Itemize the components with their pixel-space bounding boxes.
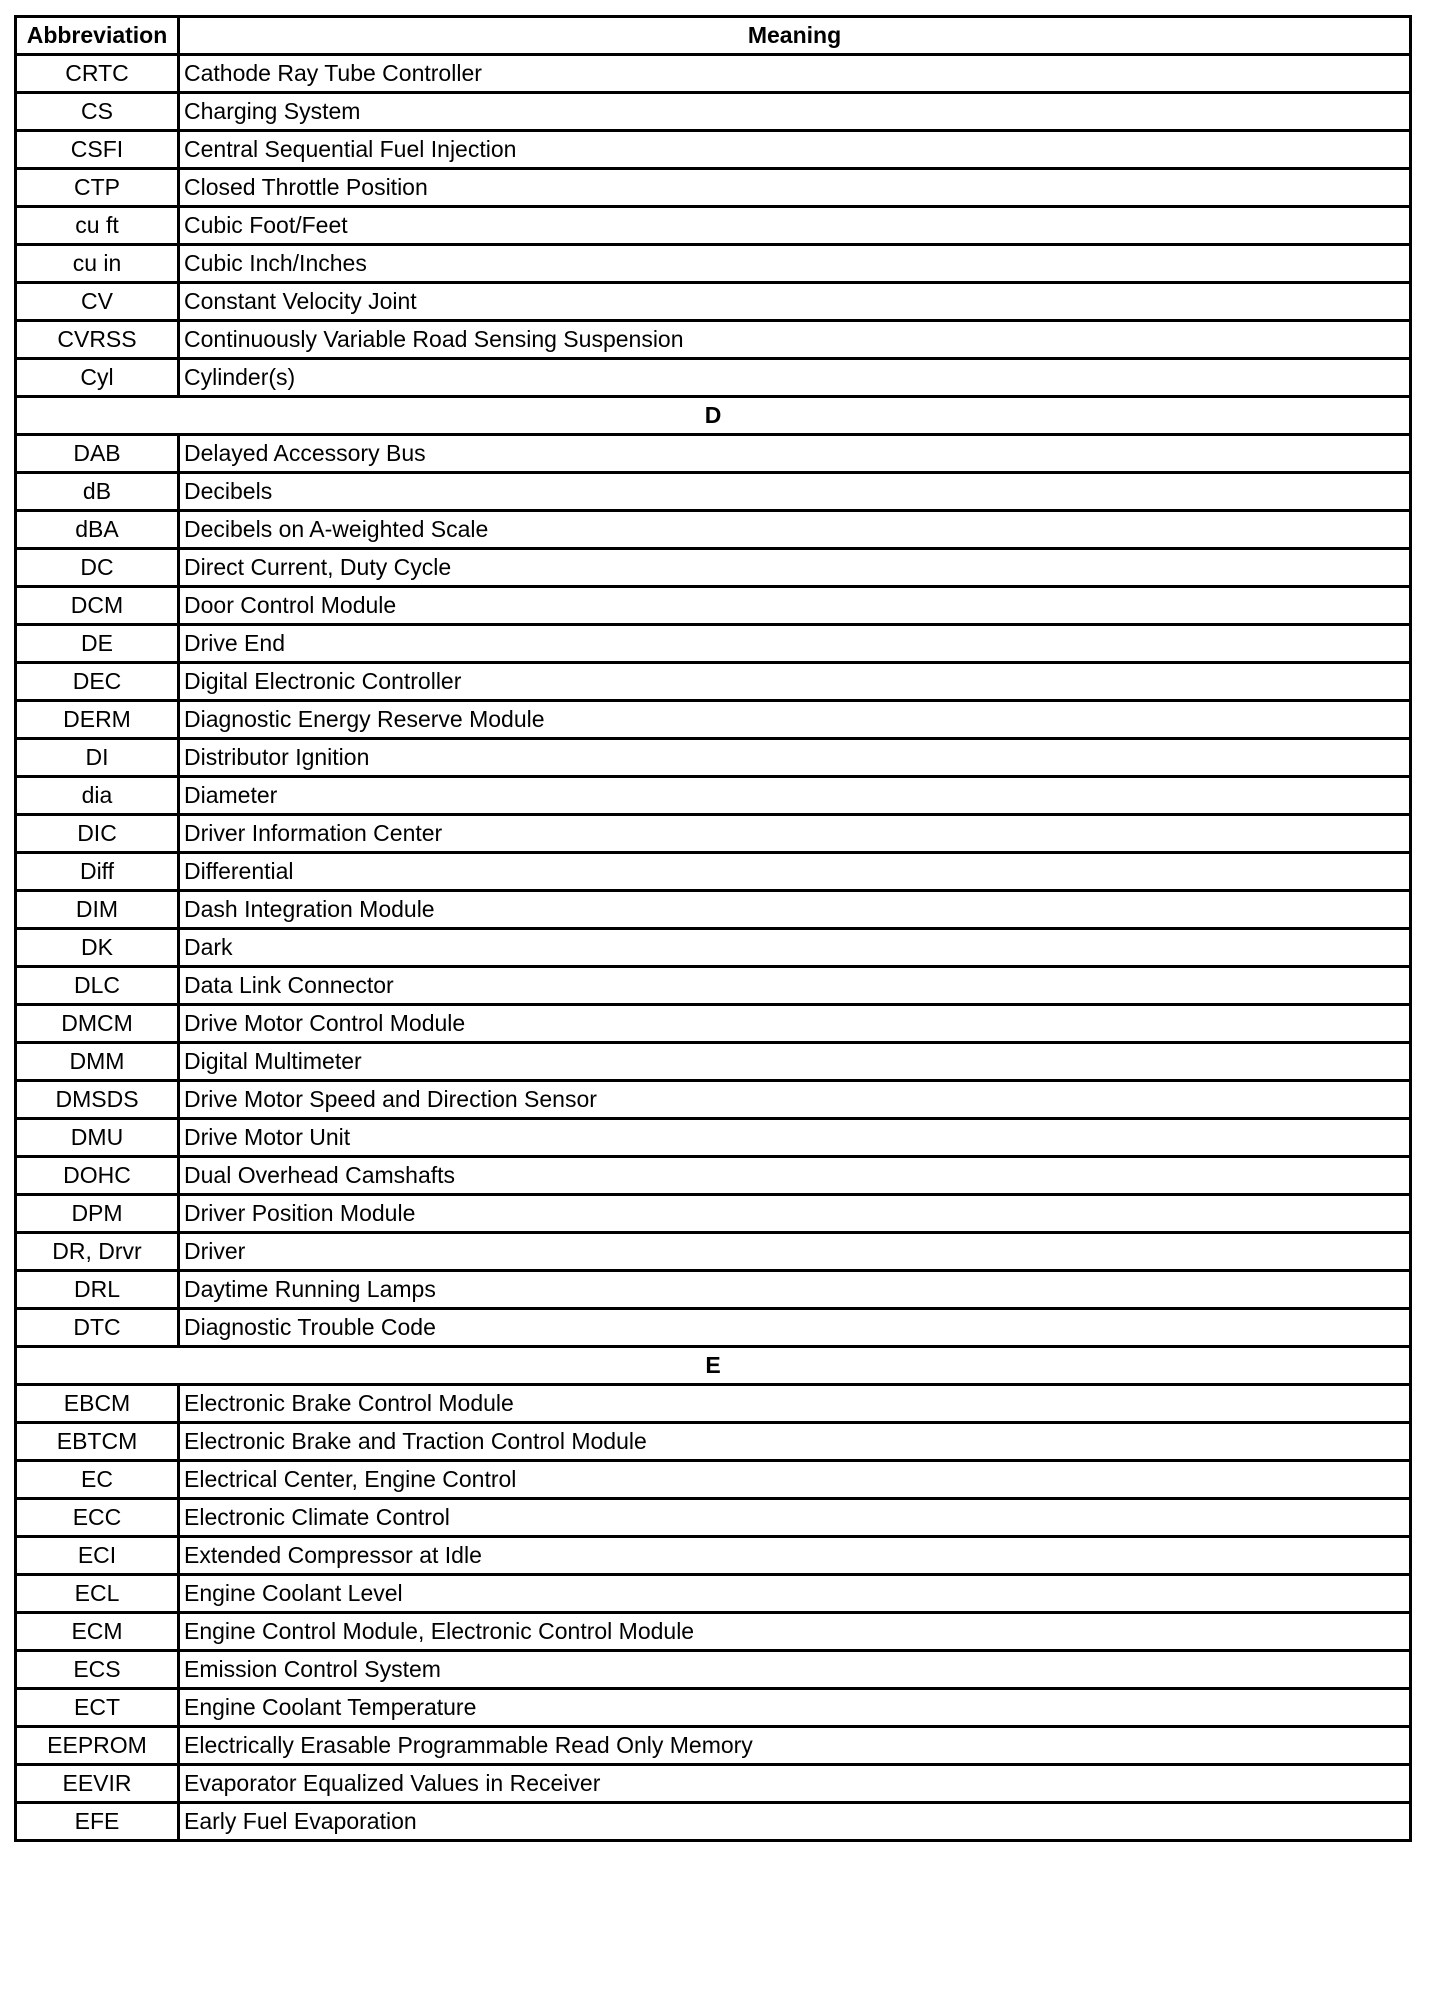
abbreviation-cell: ECS [16, 1651, 179, 1689]
table-row [16, 1575, 1411, 1613]
abbreviation-cell: ECI [16, 1537, 179, 1575]
meaning-column-header: Meaning [179, 17, 1411, 55]
meaning-cell: Delayed Accessory Bus [179, 435, 1411, 473]
meaning-cell: Continuously Variable Road Sensing Suspension [179, 321, 1411, 359]
table-row [16, 1689, 1411, 1727]
abbreviation-cell: DMU [16, 1119, 179, 1157]
abbreviation-cell: EBTCM [16, 1423, 179, 1461]
abbreviation-cell: Diff [16, 853, 179, 891]
table-row [16, 1803, 1411, 1841]
meaning-cell: Driver [179, 1233, 1411, 1271]
meaning-cell: Door Control Module [179, 587, 1411, 625]
table-row [16, 739, 1411, 777]
abbreviation-cell: CV [16, 283, 179, 321]
table-row [16, 1195, 1411, 1233]
meaning-cell: Dash Integration Module [179, 891, 1411, 929]
table-row [16, 473, 1411, 511]
meaning-cell: Early Fuel Evaporation [179, 1803, 1411, 1841]
abbreviation-cell: DIC [16, 815, 179, 853]
meaning-cell: Decibels on A-weighted Scale [179, 511, 1411, 549]
meaning-cell: Cathode Ray Tube Controller [179, 55, 1411, 93]
table-row [16, 1651, 1411, 1689]
abbreviations-table [14, 15, 1412, 1842]
meaning-cell: Decibels [179, 473, 1411, 511]
table-row [16, 1385, 1411, 1423]
meaning-cell: Emission Control System [179, 1651, 1411, 1689]
abbreviation-cell: dB [16, 473, 179, 511]
meaning-cell: Diagnostic Energy Reserve Module [179, 701, 1411, 739]
meaning-cell: Constant Velocity Joint [179, 283, 1411, 321]
meaning-cell: Electronic Brake and Traction Control Module [179, 1423, 1411, 1461]
table-row [16, 359, 1411, 397]
meaning-cell: Electronic Climate Control [179, 1499, 1411, 1537]
abbreviation-cell: DI [16, 739, 179, 777]
abbreviation-cell: DLC [16, 967, 179, 1005]
table-row [16, 777, 1411, 815]
abbreviation-cell: DRL [16, 1271, 179, 1309]
table-row [16, 587, 1411, 625]
meaning-cell: Dual Overhead Camshafts [179, 1157, 1411, 1195]
table-row [16, 1499, 1411, 1537]
meaning-cell: Engine Coolant Temperature [179, 1689, 1411, 1727]
table-row [16, 663, 1411, 701]
header-row [16, 17, 1411, 55]
table-row [16, 1081, 1411, 1119]
abbreviation-cell: DTC [16, 1309, 179, 1347]
abbreviation-cell: DMM [16, 1043, 179, 1081]
meaning-cell: Digital Electronic Controller [179, 663, 1411, 701]
abbreviation-cell: dBA [16, 511, 179, 549]
abbreviation-cell: DC [16, 549, 179, 587]
abbreviation-cell: ECT [16, 1689, 179, 1727]
abbreviation-cell: dia [16, 777, 179, 815]
meaning-cell: Electronic Brake Control Module [179, 1385, 1411, 1423]
table-row [16, 1309, 1411, 1347]
meaning-cell: Evaporator Equalized Values in Receiver [179, 1765, 1411, 1803]
meaning-cell: Direct Current, Duty Cycle [179, 549, 1411, 587]
table-row [16, 55, 1411, 93]
meaning-cell: Drive Motor Control Module [179, 1005, 1411, 1043]
meaning-cell: Driver Position Module [179, 1195, 1411, 1233]
abbreviation-cell: CTP [16, 169, 179, 207]
abbreviation-cell: EBCM [16, 1385, 179, 1423]
abbreviation-cell: DCM [16, 587, 179, 625]
meaning-cell: Drive Motor Speed and Direction Sensor [179, 1081, 1411, 1119]
abbreviation-cell: DIM [16, 891, 179, 929]
meaning-cell: Drive Motor Unit [179, 1119, 1411, 1157]
table-row [16, 1461, 1411, 1499]
table-row [16, 1119, 1411, 1157]
table-row [16, 1537, 1411, 1575]
meaning-cell: Cubic Foot/Feet [179, 207, 1411, 245]
meaning-cell: Engine Coolant Level [179, 1575, 1411, 1613]
abbreviation-cell: DPM [16, 1195, 179, 1233]
abbreviation-cell: DOHC [16, 1157, 179, 1195]
meaning-cell: Cubic Inch/Inches [179, 245, 1411, 283]
meaning-cell: Daytime Running Lamps [179, 1271, 1411, 1309]
abbreviation-cell: ECM [16, 1613, 179, 1651]
table-row [16, 891, 1411, 929]
table-row [16, 701, 1411, 739]
table-row [16, 93, 1411, 131]
meaning-cell: Diameter [179, 777, 1411, 815]
table-row [16, 1233, 1411, 1271]
meaning-cell: Diagnostic Trouble Code [179, 1309, 1411, 1347]
table-row [16, 853, 1411, 891]
abbreviation-cell: DK [16, 929, 179, 967]
meaning-cell: Drive End [179, 625, 1411, 663]
table-row [16, 321, 1411, 359]
table-row [16, 511, 1411, 549]
meaning-cell: Extended Compressor at Idle [179, 1537, 1411, 1575]
table-row [16, 1765, 1411, 1803]
table-header [16, 17, 1411, 55]
section-letter: E [16, 1347, 1411, 1385]
table-row [16, 131, 1411, 169]
abbreviation-cell: CS [16, 93, 179, 131]
abbreviation-cell: cu in [16, 245, 179, 283]
table-row [16, 815, 1411, 853]
abbreviation-cell: DR, Drvr [16, 1233, 179, 1271]
abbreviation-cell: EC [16, 1461, 179, 1499]
abbreviation-cell: Cyl [16, 359, 179, 397]
abbreviations-sheet [14, 15, 1409, 1842]
table-row [16, 283, 1411, 321]
table-body [16, 55, 1411, 1841]
abbreviation-cell: EEVIR [16, 1765, 179, 1803]
meaning-cell: Charging System [179, 93, 1411, 131]
abbreviation-cell: CVRSS [16, 321, 179, 359]
meaning-cell: Driver Information Center [179, 815, 1411, 853]
table-row [16, 1423, 1411, 1461]
abbreviation-cell: EFE [16, 1803, 179, 1841]
section-header-row [16, 1347, 1411, 1385]
table-row [16, 967, 1411, 1005]
table-row [16, 1157, 1411, 1195]
meaning-cell: Cylinder(s) [179, 359, 1411, 397]
meaning-cell: Dark [179, 929, 1411, 967]
table-row [16, 1271, 1411, 1309]
abbreviation-column-header: Abbreviation [16, 17, 179, 55]
abbreviation-cell: DERM [16, 701, 179, 739]
table-row [16, 207, 1411, 245]
table-row [16, 549, 1411, 587]
abbreviation-cell: ECL [16, 1575, 179, 1613]
abbreviation-cell: CSFI [16, 131, 179, 169]
abbreviation-cell: DE [16, 625, 179, 663]
table-row [16, 929, 1411, 967]
table-row [16, 435, 1411, 473]
meaning-cell: Digital Multimeter [179, 1043, 1411, 1081]
section-header-row [16, 397, 1411, 435]
table-row [16, 1005, 1411, 1043]
meaning-cell: Engine Control Module, Electronic Control Module [179, 1613, 1411, 1651]
section-letter: D [16, 397, 1411, 435]
table-row [16, 169, 1411, 207]
abbreviation-cell: DMCM [16, 1005, 179, 1043]
abbreviation-cell: cu ft [16, 207, 179, 245]
abbreviation-cell: EEPROM [16, 1727, 179, 1765]
abbreviation-cell: DEC [16, 663, 179, 701]
table-row [16, 1043, 1411, 1081]
abbreviation-cell: CRTC [16, 55, 179, 93]
meaning-cell: Central Sequential Fuel Injection [179, 131, 1411, 169]
table-row [16, 1613, 1411, 1651]
abbreviation-cell: ECC [16, 1499, 179, 1537]
meaning-cell: Electrical Center, Engine Control [179, 1461, 1411, 1499]
meaning-cell: Differential [179, 853, 1411, 891]
abbreviation-cell: DAB [16, 435, 179, 473]
table-row [16, 625, 1411, 663]
meaning-cell: Closed Throttle Position [179, 169, 1411, 207]
table-row [16, 1727, 1411, 1765]
abbreviation-cell: DMSDS [16, 1081, 179, 1119]
meaning-cell: Data Link Connector [179, 967, 1411, 1005]
meaning-cell: Electrically Erasable Programmable Read Only Memory [179, 1727, 1411, 1765]
table-row [16, 245, 1411, 283]
meaning-cell: Distributor Ignition [179, 739, 1411, 777]
